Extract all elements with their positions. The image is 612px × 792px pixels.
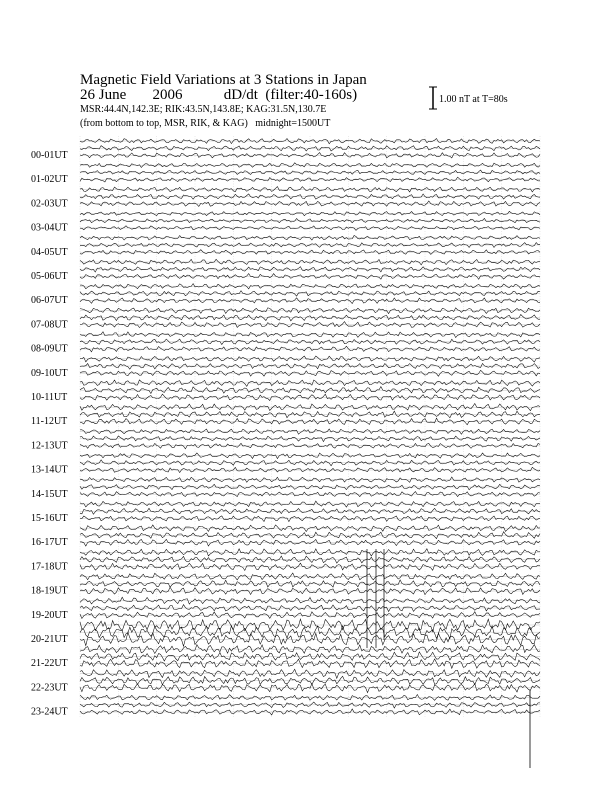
row-label: 22-23UT [31, 682, 68, 694]
row-label: 13-14UT [31, 464, 68, 476]
scale-label: 1.00 nT at T=80s [439, 94, 508, 105]
row-label: 12-13UT [31, 440, 68, 452]
midnight-note: midnight=1500UT [255, 118, 331, 129]
row-label: 06-07UT [31, 295, 68, 307]
trace-rik [80, 218, 540, 222]
year-label: 2006 [152, 87, 183, 103]
filter-label: (filter:40-160s) [265, 87, 358, 103]
row-label: 20-21UT [31, 634, 68, 645]
chart-title: Magnetic Field Variations at 3 Stations in Japan [80, 72, 367, 88]
row-label: 14-15UT [31, 488, 68, 500]
row-label: 07-08UT [31, 319, 68, 331]
row-label: 05-06UT [31, 271, 68, 282]
row-label: 15-16UT [31, 513, 68, 524]
row-label: 10-11UT [31, 392, 68, 403]
day-label: 26 June [80, 87, 127, 103]
row-label: 11-12UT [31, 416, 68, 428]
row-label: 09-10UT [31, 367, 68, 379]
row-label: 21-22UT [31, 658, 68, 670]
trace-rik [80, 532, 540, 539]
row-label: 16-17UT [31, 537, 68, 549]
row-label: 08-09UT [31, 343, 68, 355]
row-label: 03-04UT [31, 222, 68, 234]
row-label: 02-03UT [31, 198, 68, 210]
order-note: (from bottom to top, MSR, RIK, & KAG) [80, 118, 248, 129]
row-label: 01-02UT [31, 174, 68, 186]
row-label: 17-18UT [31, 561, 68, 573]
stations-line: MSR:44.4N,142.3E; RIK:43.5N,143.8E; KAG:31.5N,130.7E [80, 104, 327, 115]
row-label: 18-19UT [31, 585, 68, 597]
quantity-label: dD/dt [223, 87, 258, 103]
trace-msr [80, 153, 540, 158]
trace-rik [80, 702, 540, 708]
row-label: 23-24UT [31, 706, 68, 718]
row-label: 00-01UT [31, 150, 68, 161]
trace-rik [80, 387, 540, 394]
row-label: 04-05UT [31, 246, 68, 258]
trace-kag [80, 597, 540, 604]
row-label: 19-20UT [31, 609, 68, 621]
